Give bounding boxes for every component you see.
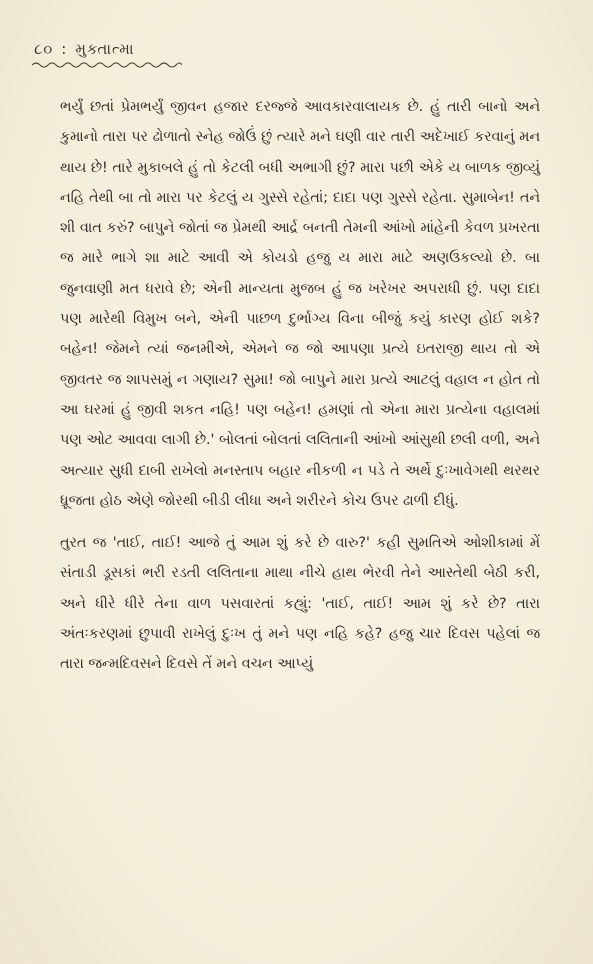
page-number: ૮૦ [34, 40, 54, 58]
paragraph-2: તુરત જ 'તાઈ, તાઈ! આજે તું આમ શું કરે છે વારુ?' કહી સુમતિએ ઓશીકામાં મેં સંતાડી ડૂસકાં ભરી રડતી લલિતાના માથા નીચે હાથ ભેરવી તેને આસ્તેથી બેઠી કરી, અને ધીરે ધીરે તેના વાળ પસવારતાં કહ્યું: 'તાઈ, તાઈ! આમ શું કરે છે? તારા અંતઃકરણમાં છુપાવી રાખેલું દુઃખ તું મને પણ નહિ કહે? હજુ ચાર દિવસ પહેલાં જ તારા જન્મદિવસને દિવસે તેં મને વચન આપ્યું [60, 535, 540, 673]
header-separator: : [61, 40, 68, 58]
book-title: મુક્તાત્મા [75, 40, 135, 58]
running-head [34, 40, 135, 58]
wavy-rule-ornament [32, 60, 182, 70]
paragraph-1: ભર્યું છતાં પ્રેમભર્યું જીવન હજાર દરજ્જે આવકારવાલાયક છે. હું તારી બાનો અને કુમાનો તારા પર ઢોળાતો સ્નેહ જોઉં છું ત્યારે મને ઘણી વાર તારી અદેખાઈ કરવાનું મન થાય છે! તારે મુકાબલે હું તો કેટલી બધી અભાગી છું? મારા પછી એકે ય બાળક જીવ્યું નહિ તેથી બા તો મારા પર કેટલું ય ગુસ્સે રહેતાં; દાદા પણ ગુસ્સે રહેતા. સુમાબેન! તને શી વાત કરું? બાપુને જોતાં જ પ્રેમથી આર્દ્ર બનતી તેમની આંખો માંહેની કેવળ પ્રખરતા જ મારે ભાગે શા માટે આવી એ કોયડો હજુ ય મારા માટે અણઉકલ્યો છે. બા જુનવાણી મત ધરાવે છે; એની માન્યતા મુજબ હું જ ખરેખર અપરાધી છું. પણ દાદા પણ મારેથી વિમુખ બને, એની પાછળ દુર્ભાગ્ય વિના બીજું કયું કારણ હોઈ શકે? બહેન! જેમને ત્યાં જનમીએ, એમને જ જો આપણા પ્રત્યે ઇતરાજી થાય તો એ જીવતર જ શાપસમું ન ગણાય? સુમા! જો બાપુને મારા પ્રત્યે આટલું વહાલ ન હોત તો આ ઘરમાં હું જીવી શકત નહિ! પણ બહેન! હમણાં તો એના મારા પ્રત્યેના વહાલમાં પણ ઓટ આવવા લાગી છે.' બોલતાં બોલતાં લલિતાની આંખો આંસુથી છલી વળી, અને અત્યાર સુધી દાબી રાખેલો મનસ્તાપ બહાર નીકળી ન પડે તે અર્થે દુઃખાવેગથી થરથર ધ્રૂજતા હોઠ એણે જોરથી બીડી લીધા અને શરીરને કોચ ઉપર ઢાળી દીધું. [60, 99, 540, 509]
paragraph-gap [60, 516, 540, 528]
body-text [60, 92, 540, 680]
